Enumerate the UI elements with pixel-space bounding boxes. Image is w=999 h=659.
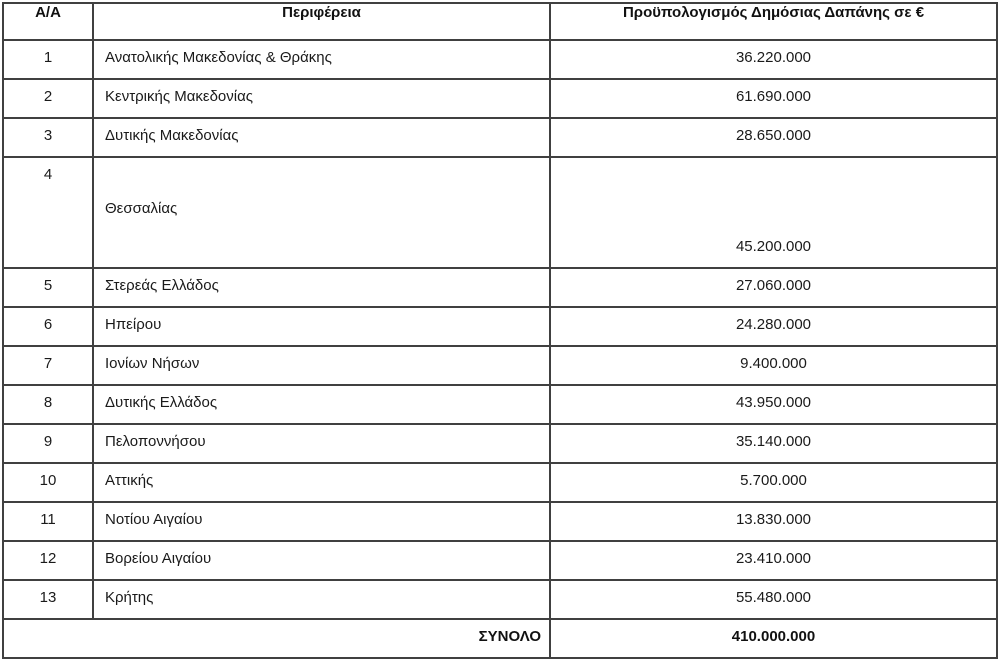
amount-cell: 23.410.000 xyxy=(550,541,997,580)
table-row xyxy=(3,385,997,424)
table-row xyxy=(3,580,997,619)
table-row xyxy=(3,157,997,268)
table-row xyxy=(3,118,997,157)
row-number-cell: 9 xyxy=(3,424,93,463)
amount-cell: 45.200.000 xyxy=(550,157,997,268)
region-cell: Στερεάς Ελλάδος xyxy=(93,268,550,307)
table-row xyxy=(3,307,997,346)
header-region: Περιφέρεια xyxy=(93,3,550,40)
row-number-cell: 5 xyxy=(3,268,93,307)
total-row xyxy=(3,619,997,658)
row-number-cell: 7 xyxy=(3,346,93,385)
table-row xyxy=(3,502,997,541)
header-budget: Προϋπολογισμός Δημόσιας Δαπάνης σε € xyxy=(550,3,997,40)
row-number-cell: 1 xyxy=(3,40,93,79)
row-number-cell: 13 xyxy=(3,580,93,619)
region-cell: Ιονίων Νήσων xyxy=(93,346,550,385)
region-cell: Δυτικής Μακεδονίας xyxy=(93,118,550,157)
region-cell: Πελοποννήσου xyxy=(93,424,550,463)
region-cell: Αττικής xyxy=(93,463,550,502)
table-body xyxy=(3,40,997,619)
row-number-cell: 4 xyxy=(3,157,93,268)
amount-cell: 28.650.000 xyxy=(550,118,997,157)
amount-cell: 27.060.000 xyxy=(550,268,997,307)
row-number-cell: 8 xyxy=(3,385,93,424)
region-cell: Νοτίου Αιγαίου xyxy=(93,502,550,541)
header-num: Α/Α xyxy=(3,3,93,40)
row-number-cell: 6 xyxy=(3,307,93,346)
amount-cell: 55.480.000 xyxy=(550,580,997,619)
total-label: ΣΥΝΟΛΟ xyxy=(3,619,550,658)
region-cell: Κρήτης xyxy=(93,580,550,619)
regional-budget-table xyxy=(2,2,998,659)
region-cell: Ηπείρου xyxy=(93,307,550,346)
table-row xyxy=(3,463,997,502)
amount-cell: 5.700.000 xyxy=(550,463,997,502)
table-row xyxy=(3,40,997,79)
table-row xyxy=(3,268,997,307)
row-number-cell: 2 xyxy=(3,79,93,118)
table-row xyxy=(3,79,997,118)
row-number-cell: 10 xyxy=(3,463,93,502)
table-row xyxy=(3,424,997,463)
amount-cell: 35.140.000 xyxy=(550,424,997,463)
row-number-cell: 11 xyxy=(3,502,93,541)
region-cell: Θεσσαλίας xyxy=(93,157,550,268)
amount-cell: 36.220.000 xyxy=(550,40,997,79)
amount-cell: 43.950.000 xyxy=(550,385,997,424)
table-row xyxy=(3,541,997,580)
amount-cell: 24.280.000 xyxy=(550,307,997,346)
region-cell: Ανατολικής Μακεδονίας & Θράκης xyxy=(93,40,550,79)
header-row xyxy=(3,3,997,40)
row-number-cell: 12 xyxy=(3,541,93,580)
row-number-cell: 3 xyxy=(3,118,93,157)
region-cell: Κεντρικής Μακεδονίας xyxy=(93,79,550,118)
amount-cell: 9.400.000 xyxy=(550,346,997,385)
region-cell: Βορείου Αιγαίου xyxy=(93,541,550,580)
table-row xyxy=(3,346,997,385)
amount-cell: 61.690.000 xyxy=(550,79,997,118)
amount-cell: 13.830.000 xyxy=(550,502,997,541)
region-cell: Δυτικής Ελλάδος xyxy=(93,385,550,424)
total-amount: 410.000.000 xyxy=(550,619,997,658)
